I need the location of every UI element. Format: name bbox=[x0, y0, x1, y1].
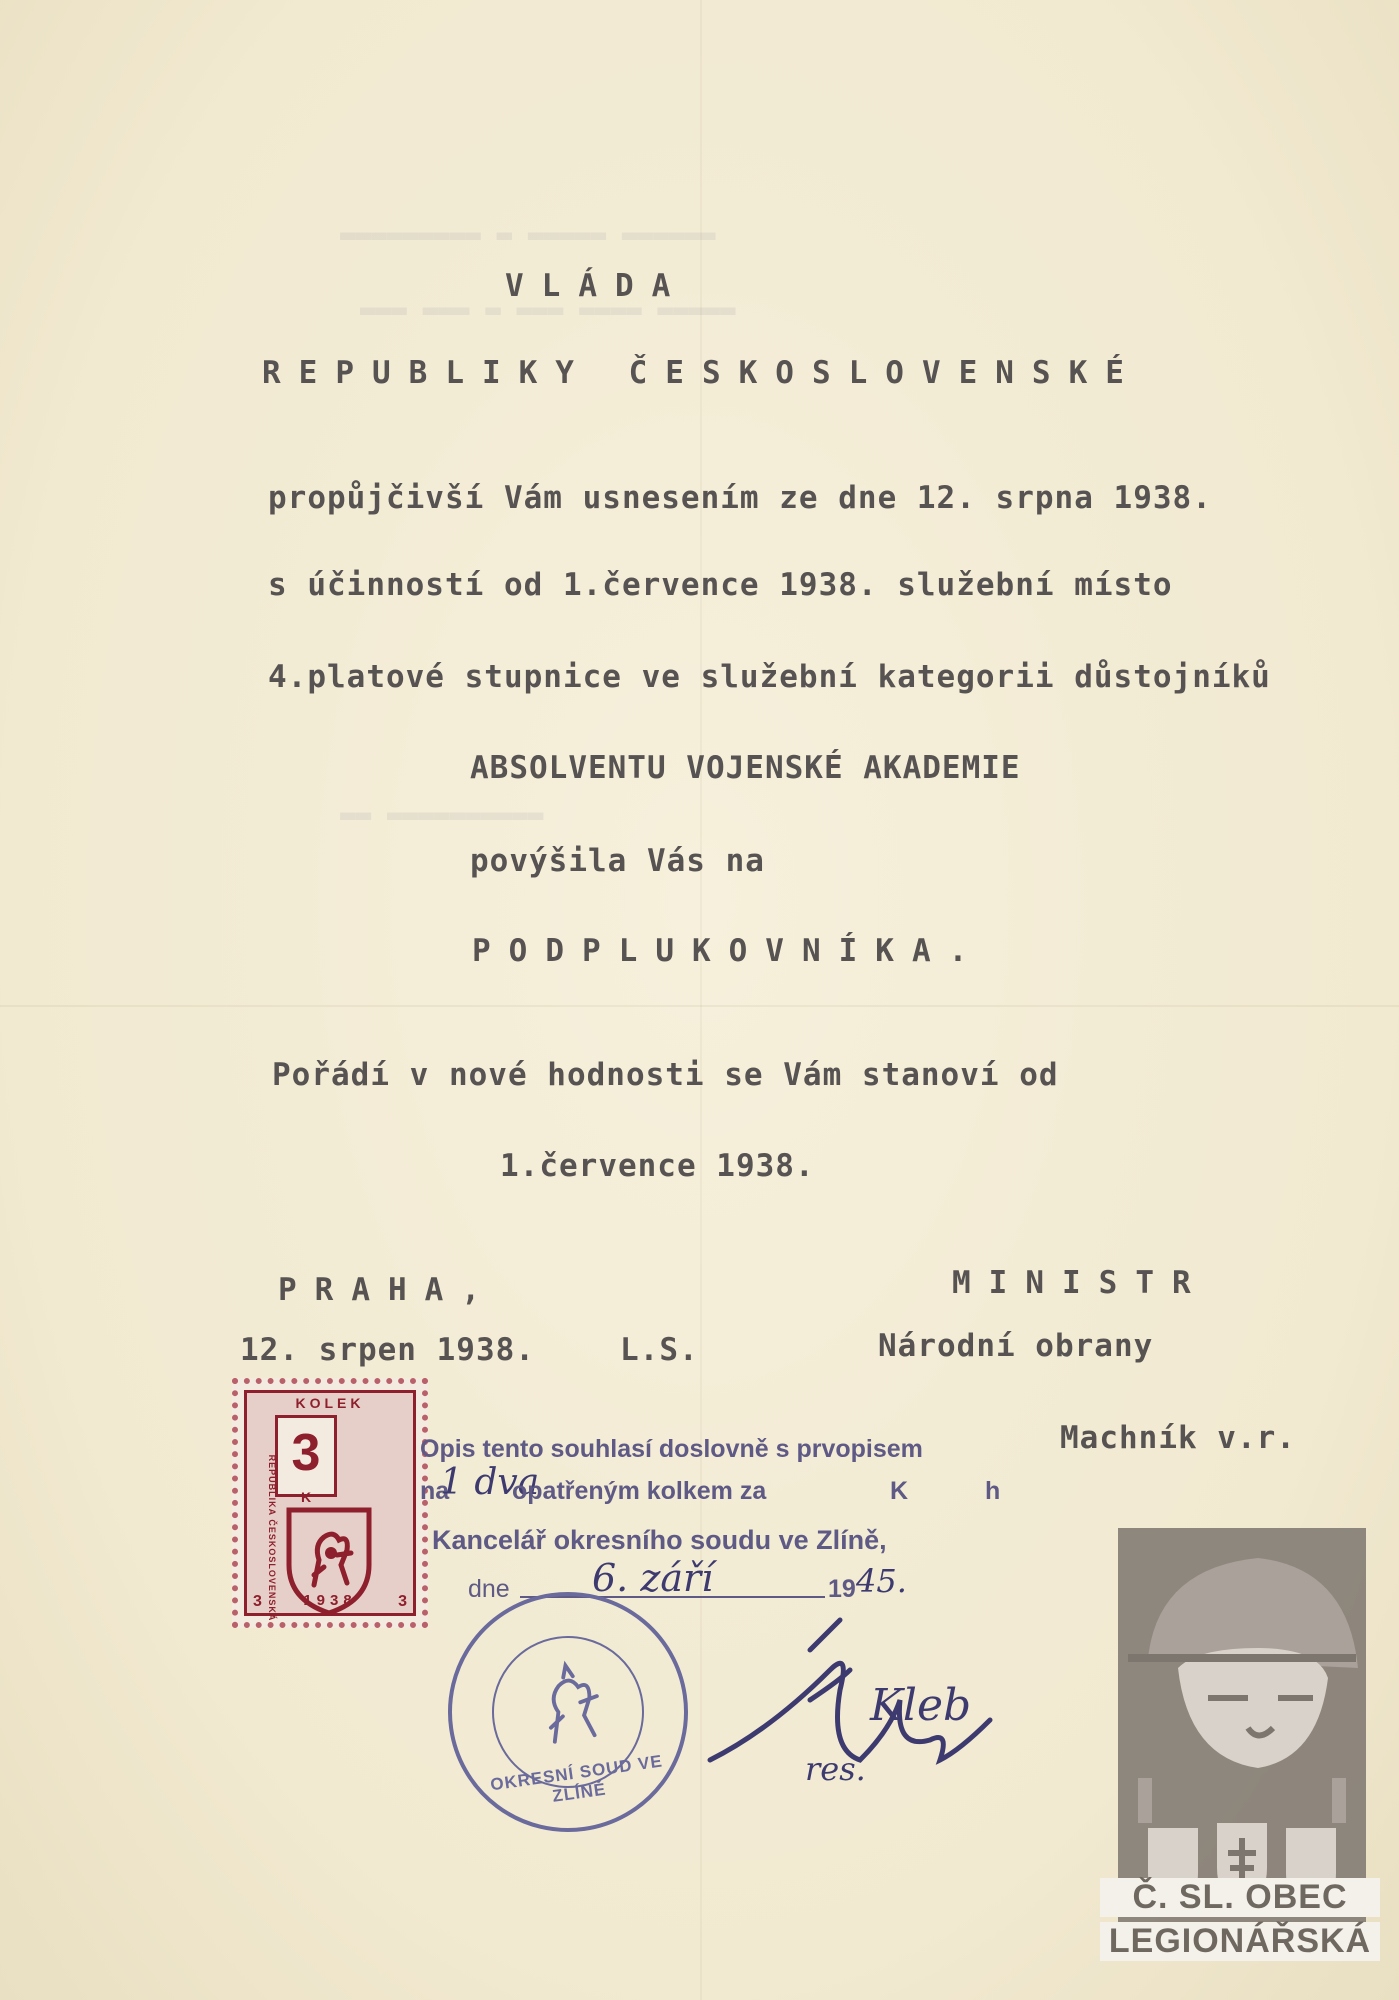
date: 12. srpen 1938. bbox=[240, 1332, 535, 1368]
certification-date-prefix: dne bbox=[468, 1575, 510, 1603]
bleed-through: ▬▬▬ ▬▬▬ ▬ ▬▬▬ ▬▬▬▬ ▬▬▬▬▬ bbox=[360, 295, 736, 325]
certification-k: K bbox=[890, 1477, 909, 1505]
rank-title: PODPLUKOVNÍKA. bbox=[472, 933, 986, 969]
certification-h: h bbox=[985, 1477, 1001, 1505]
bleed-through: ▬▬ ▬▬▬▬▬▬▬▬▬▬ bbox=[340, 800, 544, 830]
certification-year: 19 bbox=[828, 1575, 856, 1603]
body-line: Pořádí v nové hodnosti se Vám stanoví od bbox=[272, 1057, 1059, 1093]
soldier-helmet-icon bbox=[1118, 1528, 1366, 1828]
locus-sigilli: L.S. bbox=[620, 1332, 699, 1368]
body-line: propůjčivší Vám usnesením ze dne 12. srpna 1938. bbox=[268, 480, 1212, 516]
header-title: VLÁDA bbox=[505, 268, 689, 304]
seal-text: OKRESNÍ SOUD VE ZLÍNĚ bbox=[489, 1751, 664, 1806]
ministry: Národní obrany bbox=[878, 1328, 1154, 1364]
court-office: Kancelář okresního soudu ve Zlíně, bbox=[432, 1525, 887, 1555]
certification-line: opatřeným kolkem za bbox=[512, 1477, 767, 1505]
body-line: s účinností od 1.července 1938. služební místo bbox=[268, 567, 1173, 603]
court-signature-name: Kleb bbox=[870, 1680, 972, 1731]
stamp-top-label: KOLEK bbox=[295, 1395, 365, 1411]
minister-signature: Machník v.r. bbox=[1060, 1420, 1296, 1456]
lion-seal-icon bbox=[515, 1652, 623, 1760]
court-signature-sub: res. bbox=[805, 1750, 866, 1788]
stamp-corner-value: 3 bbox=[398, 1593, 407, 1610]
header-subtitle: REPUBLIKY ČESKOSLOVENSKÉ bbox=[262, 355, 1142, 391]
certification-line: Opis tento souhlasí doslovně s prvopisem bbox=[420, 1435, 923, 1463]
certification-prefix: na bbox=[420, 1477, 450, 1505]
body-line: ABSOLVENTU VOJENSKÉ AKADEMIE bbox=[470, 750, 1021, 786]
handwritten-year: 45. bbox=[856, 1562, 907, 1600]
body-line: 1.července 1938. bbox=[500, 1148, 815, 1184]
stamp-unit: K bbox=[300, 1489, 312, 1505]
bleed-through: ▬▬▬▬▬▬▬▬▬ ▬ ▬▬▬▬▬ ▬▬▬▬▬▬ bbox=[340, 220, 716, 250]
legion-logo-line2: LEGIONÁŘSKÁ bbox=[1100, 1922, 1380, 1961]
stamp-year: 1938 bbox=[303, 1592, 357, 1609]
place: PRAHA, bbox=[278, 1272, 498, 1308]
stamp-corner-value: 3 bbox=[253, 1593, 262, 1610]
legion-logo-line1: Č. SL. OBEC bbox=[1100, 1878, 1380, 1917]
stamp-country: REPUBLIKA ČESKOSLOVENSKÁ bbox=[267, 1454, 277, 1622]
handwritten-date: 6. září bbox=[592, 1556, 714, 1600]
handwritten-count: 1 dva bbox=[440, 1462, 540, 1503]
stamp-value: 3 bbox=[291, 1424, 321, 1482]
minister-title: MINISTR bbox=[952, 1265, 1209, 1301]
body-line: povýšila Vás na bbox=[470, 843, 765, 879]
revenue-stamp bbox=[232, 1378, 428, 1628]
body-line: 4.platové stupnice ve služební kategorii důstojníků bbox=[268, 659, 1271, 695]
court-seal bbox=[432, 1576, 703, 1847]
